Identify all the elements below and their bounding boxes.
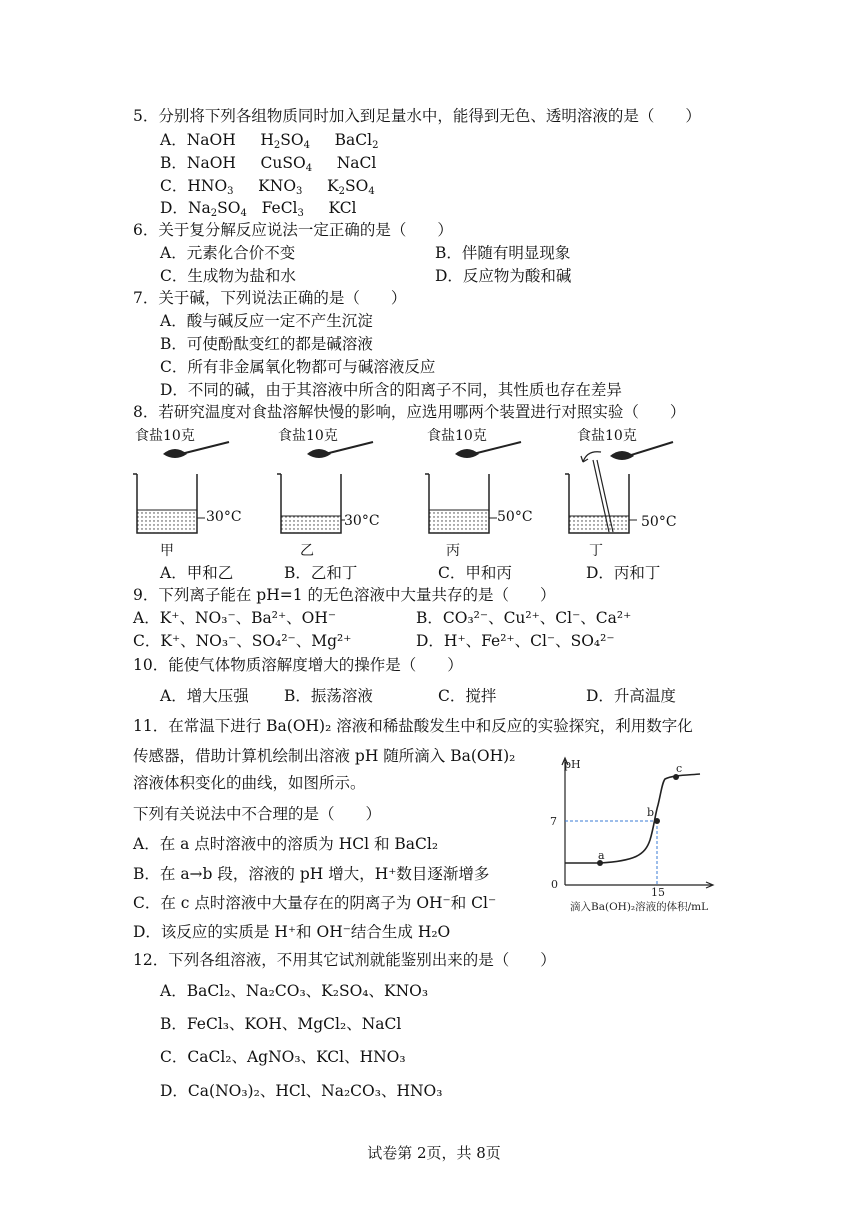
q5-option-a: A．NaOH $H_2SO_4$ BaCl$_2$ [160,131,379,151]
beaker-4-temp: 50°C [641,514,677,530]
x-tick-15: 15 [651,886,665,899]
point-a-label: a [598,849,605,862]
q7-option-c: C．所有非金属氧化物都可与碱溶液反应 [160,358,436,376]
q11-line3: 溶液体积变化的曲线，如图所示。 [133,774,366,792]
q11-line2: 传感器，借助计算机绘制出溶液 pH 随所滴入 Ba(OH)₂ [133,747,516,765]
q12-stem: 12．下列各组溶液，不用其它试剂就能鉴别出来的是（ ） [133,951,556,969]
point-c-label: c [676,762,683,775]
beaker-3-top-label: 食盐10克 [427,428,487,444]
q6-option-b: B．伴随有明显现象 [435,244,571,262]
q9-option-c: C．K⁺、NO₃⁻、SO₄²⁻、Mg²⁺ [133,632,352,650]
beaker-3-name: 丙 [446,543,460,559]
q12-option-c: C．CaCl₂、AgNO₃、KCl、HNO₃ [160,1048,406,1066]
q11-line4: 下列有关说法中不合理的是（ ） [133,805,382,823]
q5-option-b: B．NaOH CuSO$_4$ NaCl [160,154,377,174]
q12-option-a: A．BaCl₂、Na₂CO₃、K₂SO₄、KNO₃ [160,982,429,1000]
point-b [654,818,660,824]
q11-line1: 11．在常温下进行 Ba(OH)₂ 溶液和稀盐酸发生中和反应的实验探究，利用数字化 [133,717,693,735]
q10-option-a: A．增大压强 [160,687,249,705]
q11-option-c: C．在 c 点时溶液中大量存在的阴离子为 OH⁻和 Cl⁻ [133,894,497,912]
q9-option-a: A．K⁺、NO₃⁻、Ba²⁺、OH⁻ [133,609,337,627]
q9-stem: 9．下列离子能在 pH=1 的无色溶液中大量共存的是（ ） [133,586,556,604]
origin-label: 0 [551,878,558,891]
beaker-2-temp: 30°C [344,513,380,529]
q12-option-d: D．Ca(NO₃)₂、HCl、Na₂CO₃、HNO₃ [160,1082,443,1100]
q11-option-b: B．在 a→b 段，溶液的 pH 增大，H⁺数目逐渐增多 [133,865,490,883]
q7-option-b: B．可使酚酞变红的都是碱溶液 [160,335,373,353]
beaker-3-temp: 50°C [497,509,533,525]
q10-option-c: C．搅拌 [438,687,497,705]
beaker-2-name: 乙 [300,543,314,559]
beaker-1-top-label: 食盐10克 [135,428,195,444]
q6-option-d: D．反应物为酸和碱 [435,267,572,285]
page-footer: 试卷第 2页，共 8页 [367,1144,501,1162]
q6-stem: 6．关于复分解反应说法一定正确的是（ ） [133,221,453,239]
beaker-1-temp: 30°C [206,509,242,525]
q6-option-a: A．元素化合价不变 [160,244,296,262]
q8-stem: 8．若研究温度对食盐溶解快慢的影响，应选用哪两个装置进行对照实验（ ） [133,403,686,421]
y-axis-label: pH [564,758,581,771]
q5-option-c: C．$HNO_3$ $KNO_3$ $K_2SO_4$ [160,177,375,197]
y-tick-7: 7 [550,815,557,828]
beaker-1-name: 甲 [160,543,174,559]
q8-option-a: A．甲和乙 [160,564,234,582]
q7-option-a: A．酸与碱反应一定不产生沉淀 [160,312,373,330]
q10-option-d: D．升高温度 [586,687,676,705]
q8-option-b: B．乙和丁 [284,564,358,582]
beaker-4-name: 丁 [589,543,603,559]
x-axis-label: 滴入Ba(OH)₂溶液的体积/mL [570,901,709,913]
q5-stem: 5．分别将下列各组物质同时加入到足量水中，能得到无色、透明溶液的是（ ） [133,107,701,125]
ph-curve-graph [540,755,740,915]
q7-stem: 7．关于碱，下列说法正确的是（ ） [133,289,407,307]
beaker-2-top-label: 食盐10克 [278,428,338,444]
q9-option-d: D．H⁺、Fe²⁺、Cl⁻、SO₄²⁻ [416,632,615,650]
beaker-4-top-label: 食盐10克 [577,428,637,444]
q11-option-d: D．该反应的实质是 H⁺和 OH⁻结合生成 H₂O [133,923,451,941]
q10-option-b: B．振荡溶液 [284,687,373,705]
ph-curve [565,774,700,863]
q10-stem: 10．能使气体物质溶解度增大的操作是（ ） [133,656,463,674]
point-b-label: b [647,806,655,819]
q12-option-b: B．FeCl₃、KOH、MgCl₂、NaCl [160,1015,402,1033]
q11-option-a: A．在 a 点时溶液中的溶质为 HCl 和 BaCl₂ [133,835,439,853]
q5-option-d: D．$Na_2SO_4$ FeCl$_3$ KCl [160,199,357,219]
q9-option-b: B．CO₃²⁻、Cu²⁺、Cl⁻、Ca²⁺ [416,609,632,627]
q6-option-c: C．生成物为盐和水 [160,267,296,285]
q7-option-d: D．不同的碱，由于其溶液中所含的阳离子不同，其性质也存在差异 [160,381,622,399]
q8-option-c: C．甲和丙 [438,564,512,582]
q8-option-d: D．丙和丁 [586,564,661,582]
